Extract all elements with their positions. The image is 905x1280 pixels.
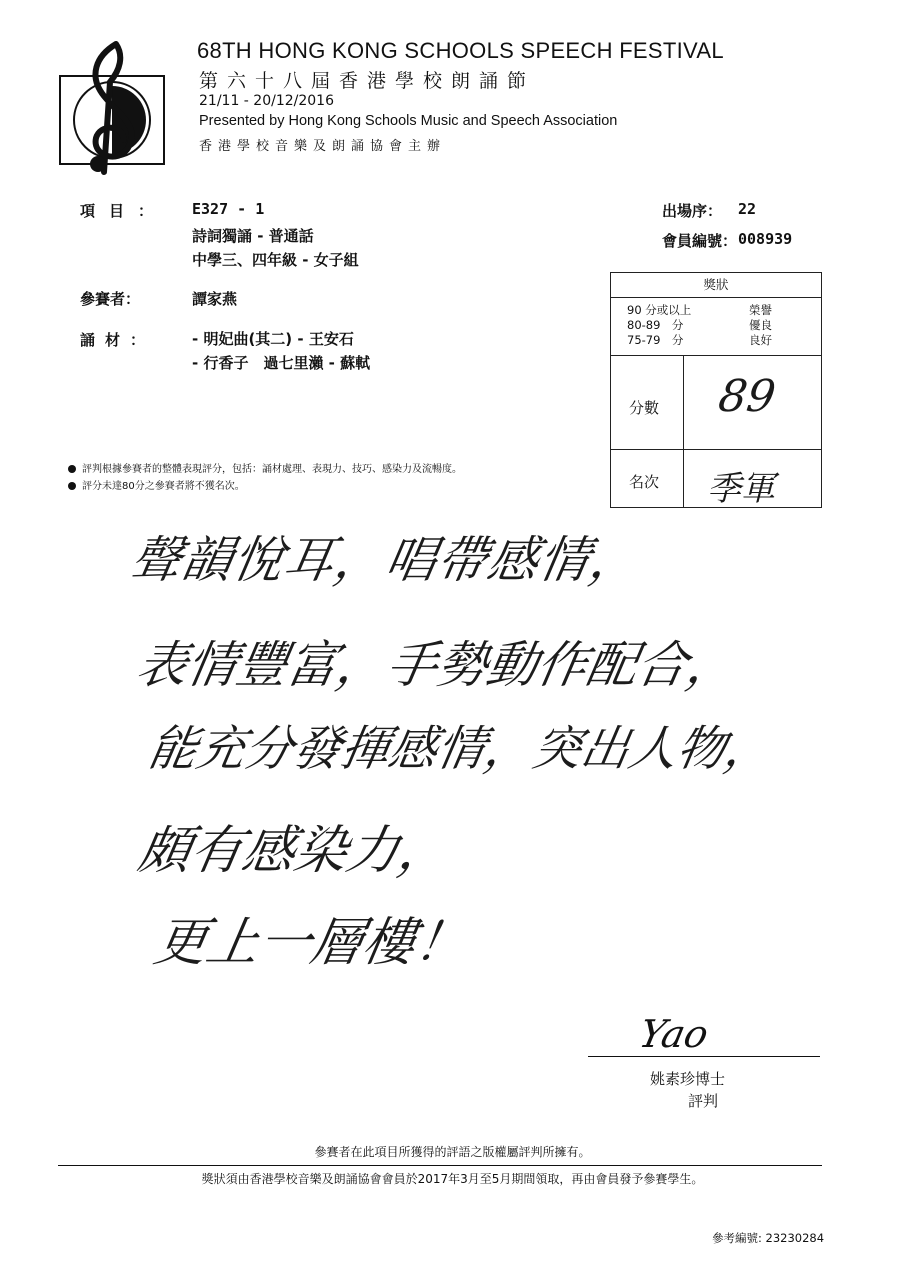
copyright-note: 參賽者在此項目所獲得的評語之版權屬評判所擁有。 [314, 1145, 591, 1159]
category-line2: 中學三、四年級 - 女子組 [192, 251, 359, 269]
tier-range: 80-89 分 [627, 318, 684, 332]
material-2: - 行香子 過七里瀨 - 蘇軾 [192, 354, 371, 372]
presenter: Presented by Hong Kong Schools Music and Speech Association [199, 113, 618, 129]
footer-divider [58, 1165, 822, 1166]
tier-range: 90 分或以上 [627, 303, 692, 317]
bullet-icon [68, 482, 76, 490]
score-value: 89 [715, 371, 779, 422]
judge-role: 評判 [688, 1092, 719, 1110]
note-item [68, 477, 245, 492]
item-code: E327 - 1 [192, 200, 265, 218]
note-text: 評判根據參賽者的整體表現評分，包括：誦材處理、表現力、技巧、感染力及流暢度。 [82, 464, 462, 475]
order-number: 22 [738, 200, 757, 218]
collection-note: 獎狀須由香港學校音樂及朗誦協會會員於2017年3月至5月期間領取，再由會員發予參賽學生。 [201, 1172, 704, 1186]
festival-dates: 21/11 - 20/12/2016 [199, 93, 334, 109]
box-column-divider [683, 355, 684, 507]
award-box [610, 272, 822, 508]
member-label: 會員編號： [662, 232, 738, 250]
festival-title: 68TH HONG KONG SCHOOLS SPEECH FESTIVAL [197, 38, 724, 63]
judge-signature: Yao [635, 1012, 713, 1056]
note-text: 評分未達80分之參賽者將不獲名次。 [82, 481, 245, 492]
tier-name: 榮譽 [749, 303, 772, 317]
comment-line: 更上一層樓！ [149, 913, 473, 973]
comment-line: 能充分發揮感情，突出人物， [144, 721, 779, 777]
box-divider [611, 355, 821, 356]
comment-line: 表情豐富，手勢動作配合， [132, 636, 743, 694]
comment-line: 頗有感染力， [133, 821, 457, 881]
tier-range: 75-79 分 [627, 333, 684, 347]
treble-clef-logo-icon [58, 36, 170, 176]
rank-label: 名次 [629, 473, 660, 491]
reference-number: 參考編號: 23230284 [712, 1231, 825, 1245]
category-line1: 詩詞獨誦 - 普通話 [192, 227, 314, 245]
presenter-cn: 香港學校音樂及朗誦協會主辦 [199, 139, 447, 154]
tier-name: 優良 [749, 318, 772, 332]
note-item [68, 460, 462, 475]
bullet-icon [68, 465, 76, 473]
tier-name: 良好 [749, 333, 772, 347]
participant-name: 譚家燕 [192, 290, 238, 308]
item-label: 項目： [80, 202, 168, 220]
signature-line [588, 1056, 820, 1057]
material-1: - 明妃曲(其二) - 王安石 [192, 330, 354, 348]
box-divider [611, 449, 821, 450]
member-number: 008939 [738, 230, 793, 248]
comment-line: 聲韻悅耳，唱帶感情， [126, 531, 647, 589]
rank-value: 季軍 [707, 469, 775, 509]
order-label: 出場序： [662, 202, 723, 220]
material-label: 誦材： [80, 331, 156, 349]
participant-label: 參賽者： [80, 290, 141, 308]
award-heading: 獎狀 [611, 273, 821, 298]
festival-logo [58, 36, 170, 176]
judge-name: 姚素珍博士 [650, 1070, 726, 1088]
score-label: 分數 [629, 399, 660, 417]
festival-title-cn: 第六十八屆香港學校朗誦節 [199, 70, 536, 92]
